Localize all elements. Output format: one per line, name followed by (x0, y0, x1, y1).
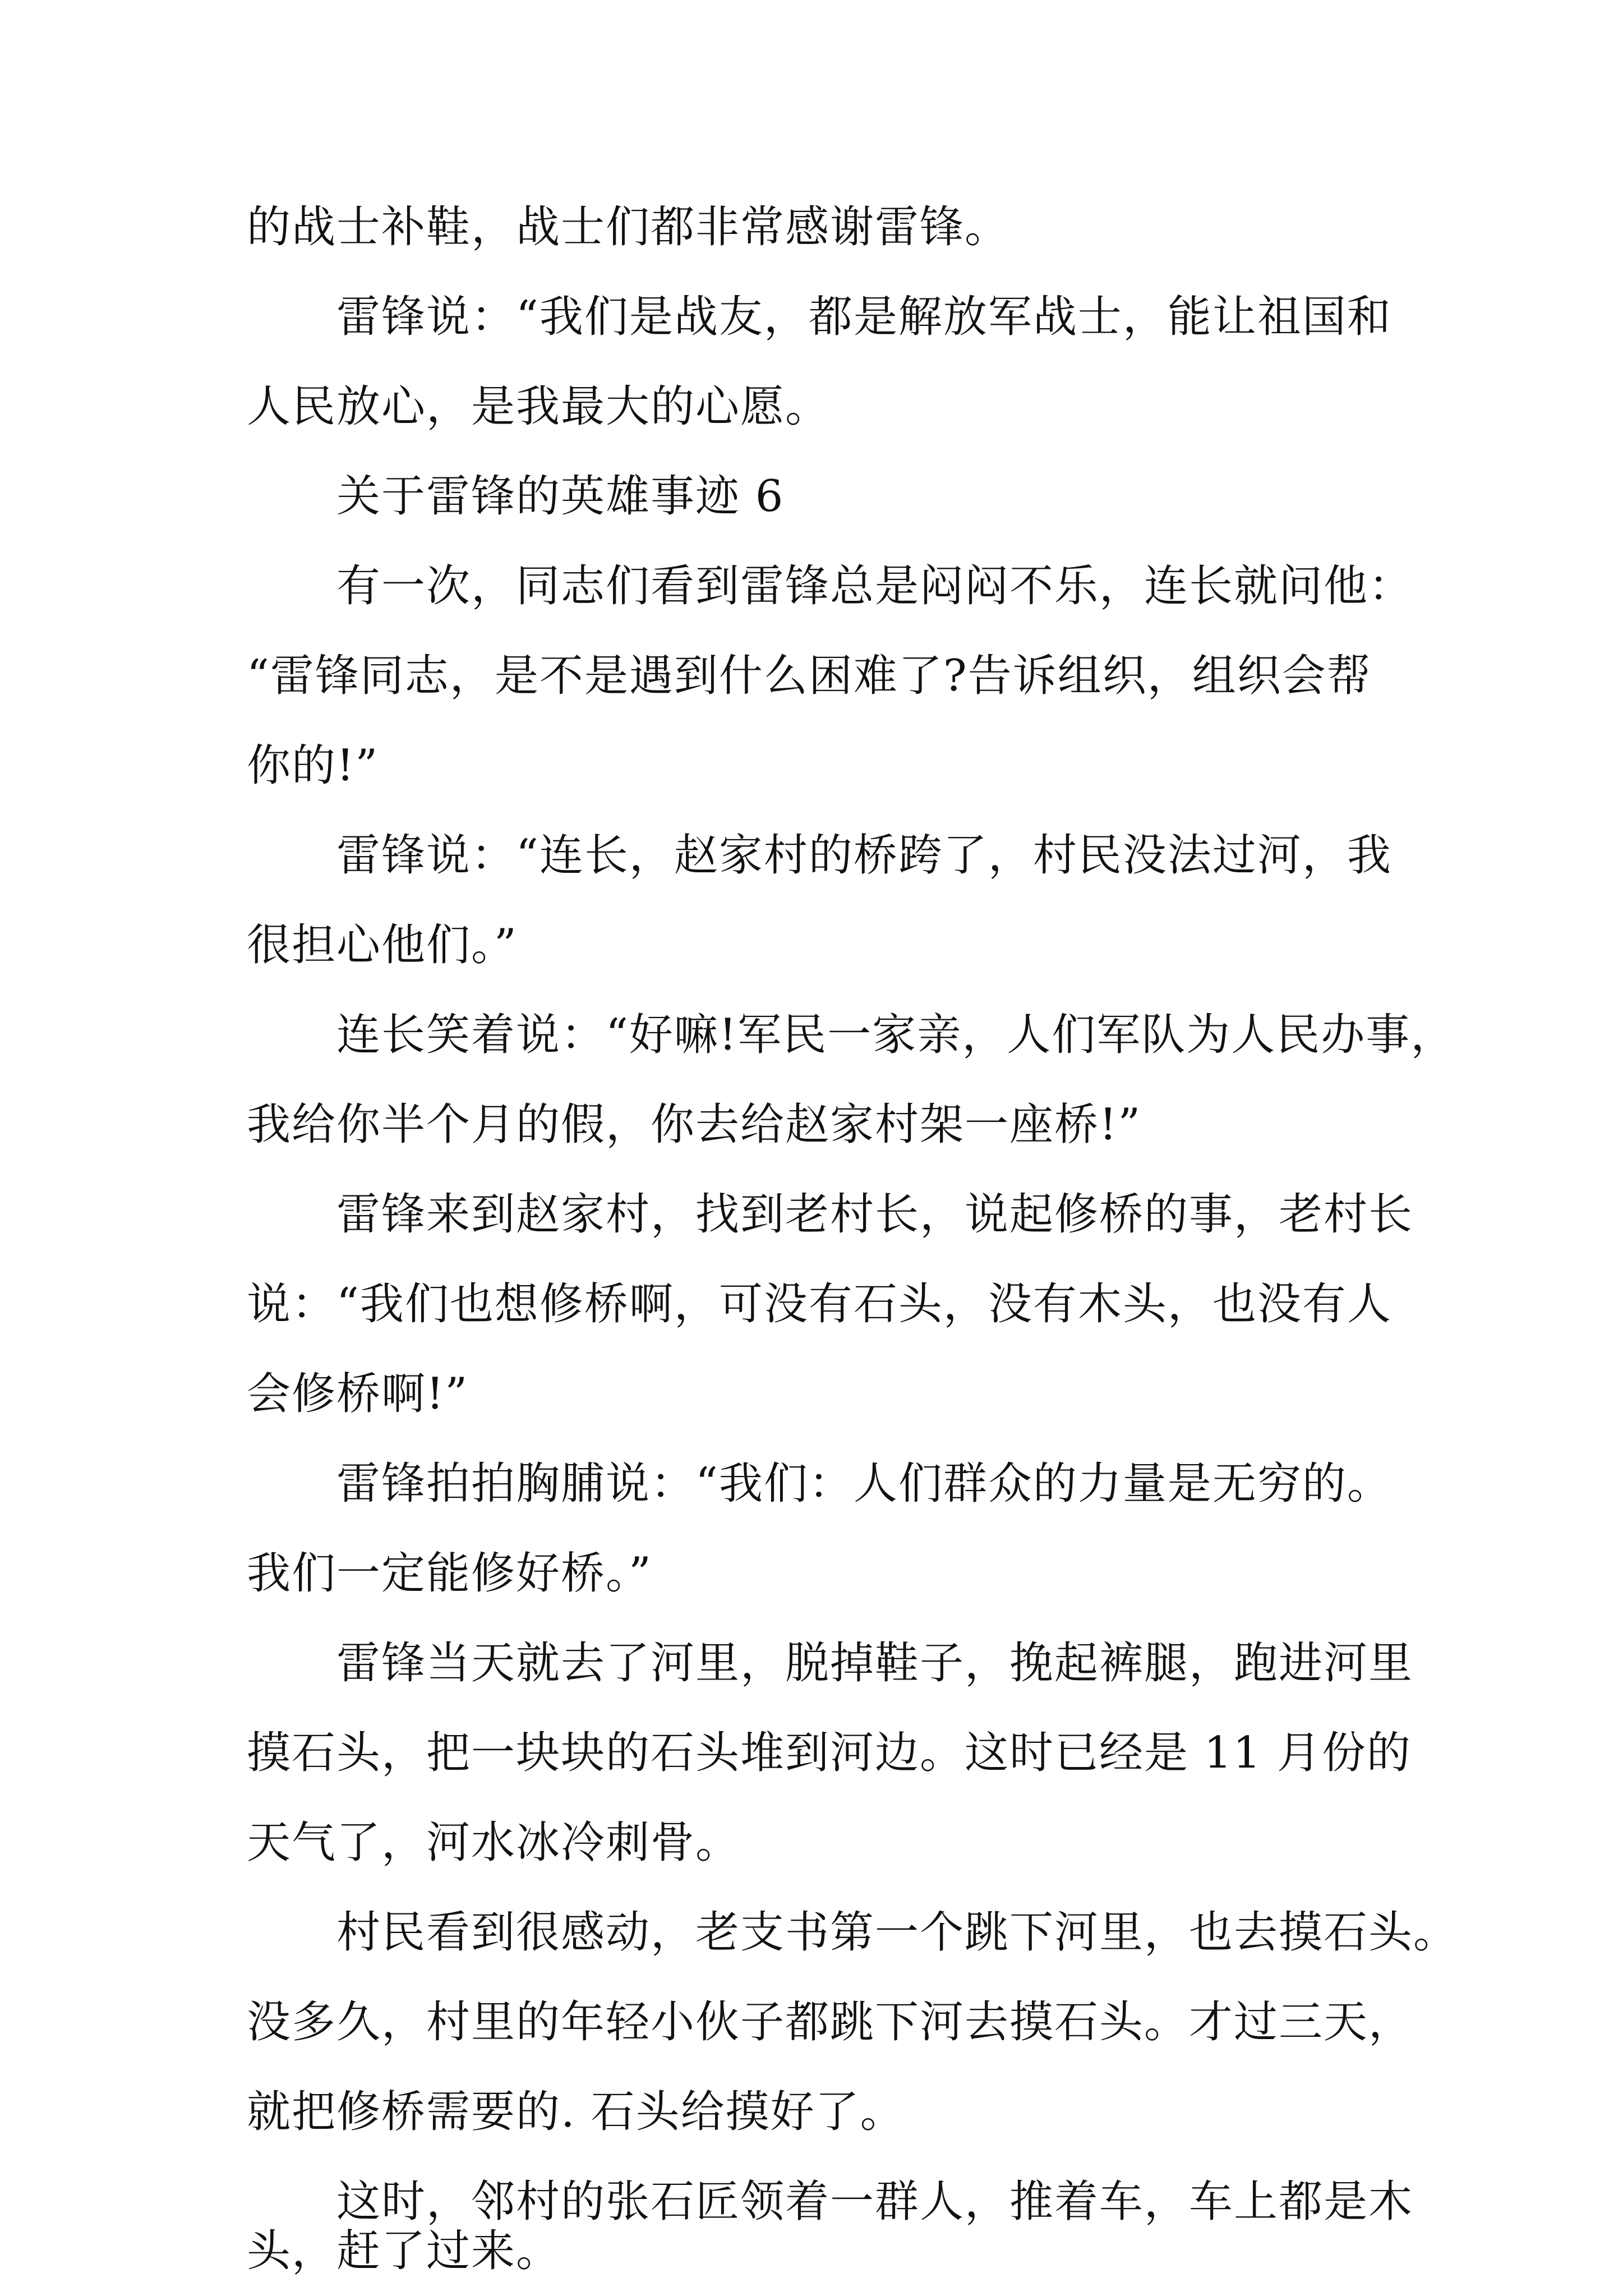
text-line: 村民看到很感动，老支书第一个跳下河里，也去摸石头。 (336, 1907, 1459, 1958)
text-line: 的战士补鞋，战士们都非常感谢雷锋。 (247, 202, 1010, 252)
text-line: 说：“我们也想修桥啊，可没有石头，没有木头，也没有人 (247, 1279, 1392, 1329)
text-line: 雷锋当天就去了河里，脱掉鞋子，挽起裤腿，跑进河里 (336, 1638, 1414, 1688)
text-line: 雷锋说：“我们是战友，都是解放军战士，能让祖国和 (336, 292, 1392, 342)
text-line: 雷锋拍拍胸脯说：“我们：人们群众的力量是无穷的。 (336, 1458, 1392, 1509)
text-line: 没多久，村里的年轻小伙子都跳下河去摸石头。才过三天， (247, 1997, 1414, 2047)
text-line: 连长笑着说：“好嘛!军民一家亲，人们军队为人民办事， (336, 1010, 1456, 1060)
section-heading: 关于雷锋的英雄事迹 6 (336, 471, 785, 522)
text-line: 我们一定能修好桥。” (247, 1548, 652, 1599)
text-line: 就把修桥需要的. 石头给摸好了。 (247, 2087, 905, 2137)
text-line: 雷锋来到赵家村，找到老村长，说起修桥的事，老村长 (336, 1189, 1414, 1240)
text-line: 很担心他们。” (247, 920, 518, 970)
text-line: 雷锋说：“连长，赵家村的桥跨了，村民没法过河，我 (336, 830, 1392, 881)
text-line: 会修桥啊!” (247, 1369, 469, 1419)
text-line: “雷锋同志，是不是遇到什么困难了?告诉组织，组织会帮 (247, 651, 1372, 701)
text-line: 头，赶了过来。 (247, 2226, 561, 2276)
text-line: 这时，邻村的张石匠领着一群人，推着车，车上都是木 (336, 2177, 1414, 2227)
text-line: 天气了，河水冰冷刺骨。 (247, 1818, 741, 1868)
text-line: 我给你半个月的假，你去给赵家村架一座桥!” (247, 1099, 1142, 1150)
text-line: 摸石头，把一块块的石头堆到河边。这时已经是 11 月份的 (247, 1728, 1412, 1778)
text-line: 有一次，同志们看到雷锋总是闷闷不乐，连长就问他： (336, 561, 1414, 611)
text-line: 你的!” (247, 740, 379, 791)
text-line: 人民放心，是我最大的心愿。 (247, 381, 831, 432)
